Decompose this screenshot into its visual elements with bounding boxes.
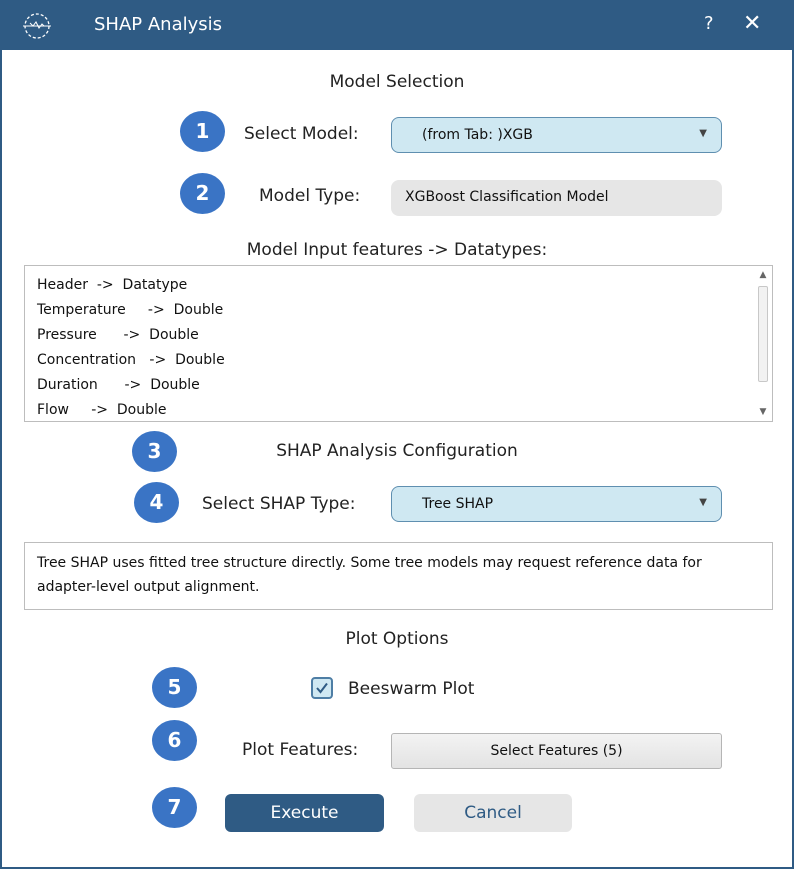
step-badge-3: 3 <box>132 431 177 472</box>
step-badge-1: 1 <box>180 111 225 152</box>
title-bar <box>2 0 792 50</box>
close-button[interactable]: ✕ <box>743 11 762 36</box>
model-selection-heading: Model Selection <box>329 72 465 92</box>
model-type-label: Model Type: <box>259 186 361 206</box>
chevron-down-icon: ▼ <box>699 128 707 139</box>
cancel-button[interactable]: Cancel <box>414 794 572 832</box>
chevron-down-icon: ▼ <box>699 497 707 508</box>
window-title: SHAP Analysis <box>94 14 223 35</box>
select-model-label: Select Model: <box>244 124 359 144</box>
execute-button[interactable]: Execute <box>225 794 384 832</box>
model-type-value: XGBoost Classification Model <box>405 189 609 205</box>
scroll-down-icon[interactable]: ▼ <box>759 407 767 417</box>
features-list[interactable] <box>24 265 773 422</box>
beeswarm-checkbox[interactable] <box>311 677 333 699</box>
vertical-scrollbar[interactable] <box>756 268 770 419</box>
features-heading: Model Input features -> Datatypes: <box>246 240 548 260</box>
select-features-button[interactable]: Select Features (5) <box>391 733 722 769</box>
list-item: Temperature -> Double <box>37 302 224 318</box>
list-item: Concentration -> Double <box>37 352 225 368</box>
selected-shap-type-value: Tree SHAP <box>422 496 494 512</box>
plot-features-label: Plot Features: <box>242 740 359 760</box>
list-item: Flow -> Double <box>37 402 167 418</box>
list-item: Header -> Datatype <box>37 277 188 293</box>
step-badge-7: 7 <box>152 787 197 828</box>
app-logo-icon <box>22 11 52 41</box>
beeswarm-label[interactable]: Beeswarm Plot <box>348 679 475 699</box>
shap-config-heading: SHAP Analysis Configuration <box>276 441 518 461</box>
scroll-up-icon[interactable]: ▲ <box>759 270 767 280</box>
shap-type-description: Tree SHAP uses fitted tree structure directly. Some tree models may request reference data for adapter-level output alignment. <box>24 542 773 610</box>
model-type-field <box>391 180 722 216</box>
selected-model-value: (from Tab: )XGB <box>422 127 533 143</box>
list-item: Pressure -> Double <box>37 327 199 343</box>
select-shap-type-dropdown[interactable] <box>391 486 722 522</box>
step-badge-2: 2 <box>180 173 225 214</box>
step-badge-4: 4 <box>134 482 179 523</box>
scrollbar-thumb[interactable] <box>758 286 768 382</box>
plot-options-heading: Plot Options <box>345 629 449 649</box>
checkmark-icon <box>315 681 329 695</box>
step-badge-5: 5 <box>152 667 197 708</box>
list-item: Duration -> Double <box>37 377 200 393</box>
select-model-dropdown[interactable] <box>391 117 722 153</box>
step-badge-6: 6 <box>152 720 197 761</box>
help-button[interactable]: ? <box>704 13 714 34</box>
select-shap-type-label: Select SHAP Type: <box>202 494 356 514</box>
